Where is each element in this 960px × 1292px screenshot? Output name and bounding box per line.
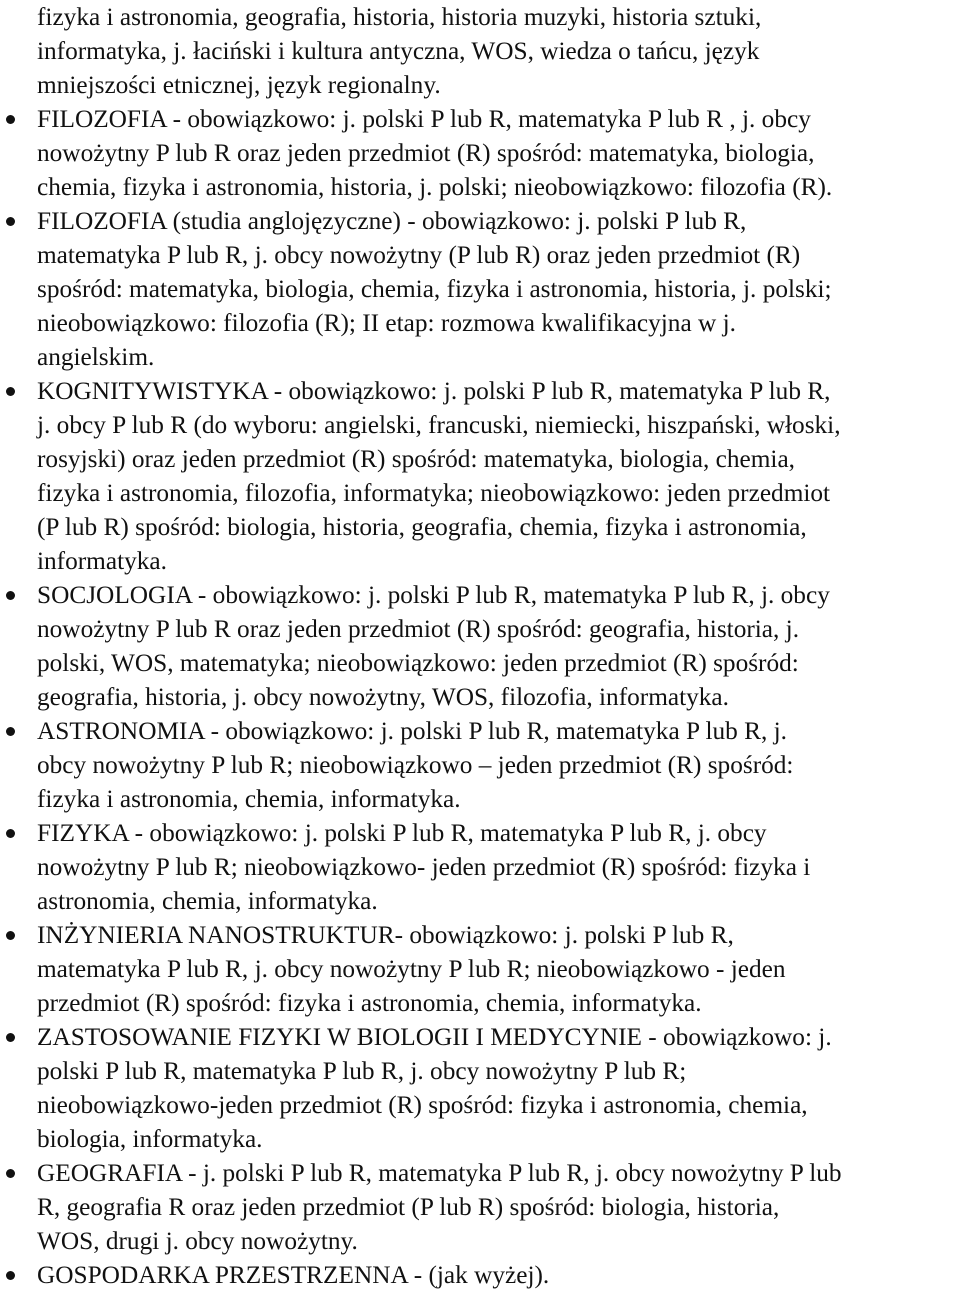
list-item-line: biologia, informatyka. xyxy=(37,1125,263,1153)
list-item-line: matematyka P lub R, j. obcy nowożytny P lub R; nieobowiązkowo - jeden xyxy=(37,955,786,983)
bullet-icon xyxy=(6,115,15,124)
list-item-line: GEOGRAFIA - j. polski P lub R, matematyka P lub R, j. obcy nowożytny P lub xyxy=(37,1159,842,1187)
bullet-icon xyxy=(6,387,15,396)
list-item-line: spośród: matematyka, biologia, chemia, fizyka i astronomia, historia, j. polski; xyxy=(37,275,832,303)
list-item-line: WOS, drugi j. obcy nowożytny. xyxy=(37,1227,358,1255)
list-item xyxy=(0,374,960,578)
list-item-line: R, geografia R oraz jeden przedmiot (P lub R) spośród: biologia, historia, xyxy=(37,1193,780,1221)
bullet-icon xyxy=(6,931,15,940)
list-item-line: ZASTOSOWANIE FIZYKI W BIOLOGII I MEDYCYNIE - obowiązkowo: j. xyxy=(37,1023,832,1051)
list-item-line: GOSPODARKA PRZESTRZENNA - (jak wyżej). xyxy=(37,1261,550,1289)
list-item-line: SOCJOLOGIA - obowiązkowo: j. polski P lub R, matematyka P lub R, j. obcy xyxy=(37,581,830,609)
list-item-line: KOGNITYWISTYKA - obowiązkowo: j. polski P lub R, matematyka P lub R, xyxy=(37,377,831,405)
list-item xyxy=(0,816,960,918)
list-item xyxy=(0,204,960,374)
program-list xyxy=(0,102,960,1292)
list-item-line: geografia, historia, j. obcy nowożytny, WOS, filozofia, informatyka. xyxy=(37,683,729,711)
list-item-line: nowożytny P lub R oraz jeden przedmiot (R) spośród: geografia, historia, j. xyxy=(37,615,800,643)
list-item-line: informatyka. xyxy=(37,547,167,575)
list-item-line: fizyka i astronomia, chemia, informatyka. xyxy=(37,785,461,813)
list-item-line: nowożytny P lub R oraz jeden przedmiot (R) spośród: matematyka, biologia, xyxy=(37,139,815,167)
list-item-line: ASTRONOMIA - obowiązkowo: j. polski P lub R, matematyka P lub R, j. xyxy=(37,717,787,745)
list-item-line: fizyka i astronomia, filozofia, informatyka; nieobowiązkowo: jeden przedmiot xyxy=(37,479,831,507)
intro-line: informatyka, j. łaciński i kultura antyczna, WOS, wiedza o tańcu, język xyxy=(37,37,760,65)
list-item-line: (P lub R) spośród: biologia, historia, geografia, chemia, fizyka i astronomia, xyxy=(37,513,807,541)
list-item-line: FIZYKA - obowiązkowo: j. polski P lub R, matematyka P lub R, j. obcy xyxy=(37,819,767,847)
list-item-line: chemia, fizyka i astronomia, historia, j. polski; nieobowiązkowo: filozofia (R). xyxy=(37,173,833,201)
intro-paragraph xyxy=(0,0,957,102)
intro-line: mniejszości etnicznej, język regionalny. xyxy=(37,71,441,99)
list-item-line: matematyka P lub R, j. obcy nowożytny (P lub R) oraz jeden przedmiot (R) xyxy=(37,241,801,269)
list-item-line: rosyjski) oraz jeden przedmiot (R) spośród: matematyka, biologia, chemia, xyxy=(37,445,795,473)
list-item-line: INŻYNIERIA NANOSTRUKTUR- obowiązkowo: j. polski P lub R, xyxy=(37,921,734,949)
list-item-line: nieobowiązkowo-jeden przedmiot (R) spośród: fizyka i astronomia, chemia, xyxy=(37,1091,808,1119)
list-item-line: nowożytny P lub R; nieobowiązkowo- jeden przedmiot (R) spośród: fizyka i xyxy=(37,853,811,881)
bullet-icon xyxy=(6,1033,15,1042)
bullet-icon xyxy=(6,1271,15,1280)
list-item-line: nieobowiązkowo: filozofia (R); II etap: rozmowa kwalifikacyjna w j. xyxy=(37,309,736,337)
list-item xyxy=(0,1156,960,1258)
list-item xyxy=(0,578,960,714)
bullet-icon xyxy=(6,727,15,736)
list-item-line: FILOZOFIA - obowiązkowo: j. polski P lub R, matematyka P lub R , j. obcy xyxy=(37,105,811,133)
list-item xyxy=(0,714,960,816)
list-item xyxy=(0,102,960,204)
bullet-icon xyxy=(6,591,15,600)
list-item xyxy=(0,1258,960,1292)
list-item-line: polski, WOS, matematyka; nieobowiązkowo: jeden przedmiot (R) spośród: xyxy=(37,649,799,677)
list-item-line: FILOZOFIA (studia anglojęzyczne) - obowiązkowo: j. polski P lub R, xyxy=(37,207,747,235)
bullet-icon xyxy=(6,1169,15,1178)
bullet-icon xyxy=(6,217,15,226)
list-item xyxy=(0,918,960,1020)
list-item-line: j. obcy P lub R (do wyboru: angielski, francuski, niemiecki, hiszpański, włoski, xyxy=(37,411,841,439)
list-item-line: angielskim. xyxy=(37,343,155,371)
list-item xyxy=(0,1020,960,1156)
list-item-line: obcy nowożytny P lub R; nieobowiązkowo – jeden przedmiot (R) spośród: xyxy=(37,751,794,779)
list-item-line: przedmiot (R) spośród: fizyka i astronomia, chemia, informatyka. xyxy=(37,989,702,1017)
list-item-line: astronomia, chemia, informatyka. xyxy=(37,887,378,915)
intro-line: fizyka i astronomia, geografia, historia, historia muzyki, historia sztuki, xyxy=(37,3,762,31)
list-item-line: polski P lub R, matematyka P lub R, j. obcy nowożytny P lub R; xyxy=(37,1057,687,1085)
bullet-icon xyxy=(6,829,15,838)
